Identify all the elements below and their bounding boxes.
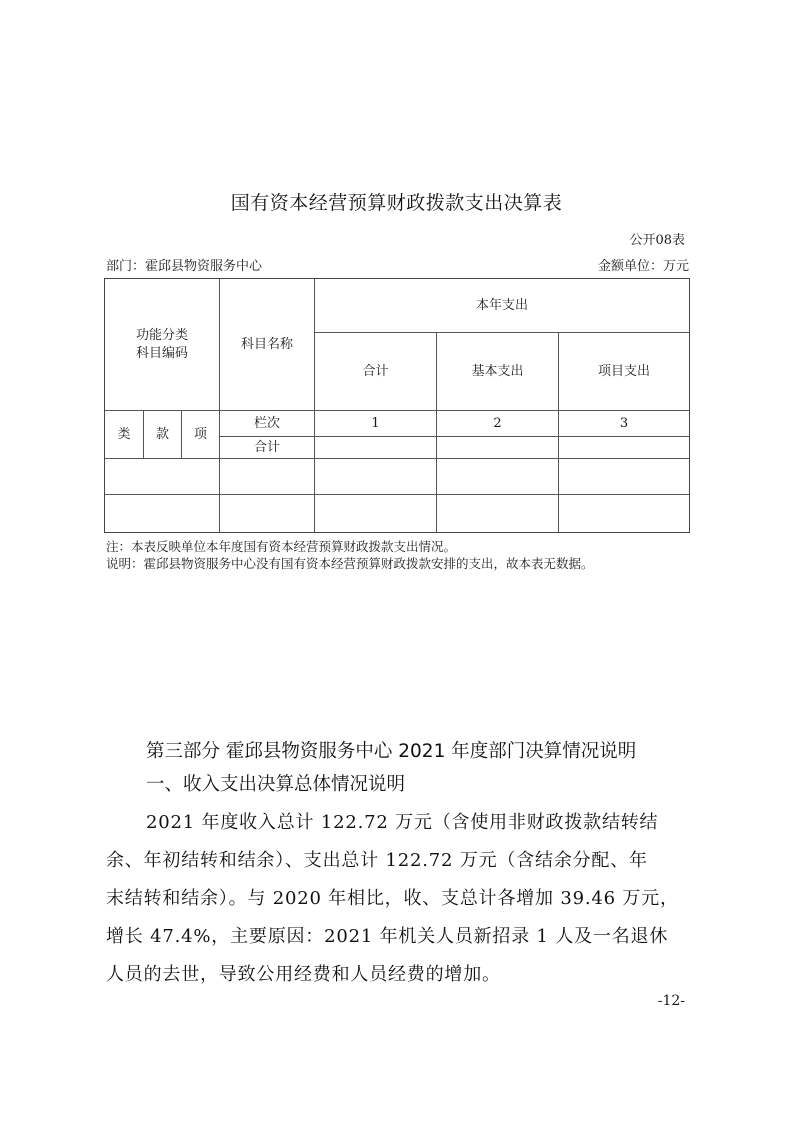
table-row-1-name: [220, 459, 314, 494]
header-section: 款: [155, 426, 169, 442]
table-row-2-project: [559, 495, 689, 531]
header-class: 类: [117, 426, 131, 442]
paragraph-line: 增长 47.4%，主要原因：2021 年机关人员新招录 1 人及一名退休: [106, 926, 669, 947]
paragraph-line: 人员的去世，导致公用经费和人员经费的增加。: [106, 964, 501, 985]
page-number: -12-: [657, 993, 685, 1009]
form-number: 公开08表: [629, 233, 685, 248]
department-label: 部门：霍邱县物资服务中心: [106, 259, 263, 274]
section-heading: 一、收入支出决算总体情况说明: [146, 774, 406, 795]
table-row-2-name: [220, 495, 314, 531]
header-project-expense: 项目支出: [597, 363, 650, 379]
table-row-2-code: [105, 495, 219, 531]
expense-table: [104, 278, 690, 533]
table-row-1-basic: [437, 459, 558, 494]
paragraph-line: 余、年初结转和结余）、支出总计 122.72 万元（含结余分配、年: [106, 850, 648, 871]
header-function-code-line2: 科目编码: [135, 345, 188, 361]
header-subject-name: 科目名称: [240, 336, 293, 352]
header-current-year-expense: 本年支出: [475, 297, 528, 313]
document-title: 国有资本经营预算财政拨款支出决算表: [230, 192, 563, 214]
paragraph-line: 末结转和结余）。与 2020 年相比，收、支总计各增加 39.46 万元，: [106, 888, 679, 909]
column-index-3: 3: [619, 415, 629, 431]
header-item: 项: [193, 426, 207, 442]
table-row-1-code: [105, 459, 219, 494]
paragraph-line: 2021 年度收入总计 122.72 万元（含使用非财政拨款结转结: [146, 812, 659, 833]
table-row-2-total: [315, 495, 436, 531]
column-index-label: 栏次: [253, 415, 280, 431]
column-index-2: 2: [493, 415, 502, 431]
table-row-2-basic: [437, 495, 558, 531]
header-function-code: [105, 279, 219, 410]
header-total: 合计: [362, 363, 389, 379]
note-text: 注：本表反映单位本年度国有资本经营预算财政拨款支出情况。: [106, 539, 457, 554]
column-index-1: 1: [371, 415, 380, 431]
amount-unit-label: 金额单位：万元: [597, 259, 689, 274]
table-notes: [106, 539, 594, 572]
part-title: 第三部分 霍邱县物资服务中心 2021 年度部门决算情况说明: [146, 741, 637, 762]
header-basic-expense: 基本支出: [471, 363, 524, 379]
table-row-1-total: [315, 459, 436, 494]
header-function-code-line1: 功能分类: [135, 327, 188, 343]
total-row-label: 合计: [253, 439, 280, 455]
table-row-1-project: [559, 459, 689, 494]
explanation-text: 说明：霍邱县物资服务中心没有国有资本经营预算财政拨款安排的支出，故本表无数据。: [106, 555, 594, 571]
